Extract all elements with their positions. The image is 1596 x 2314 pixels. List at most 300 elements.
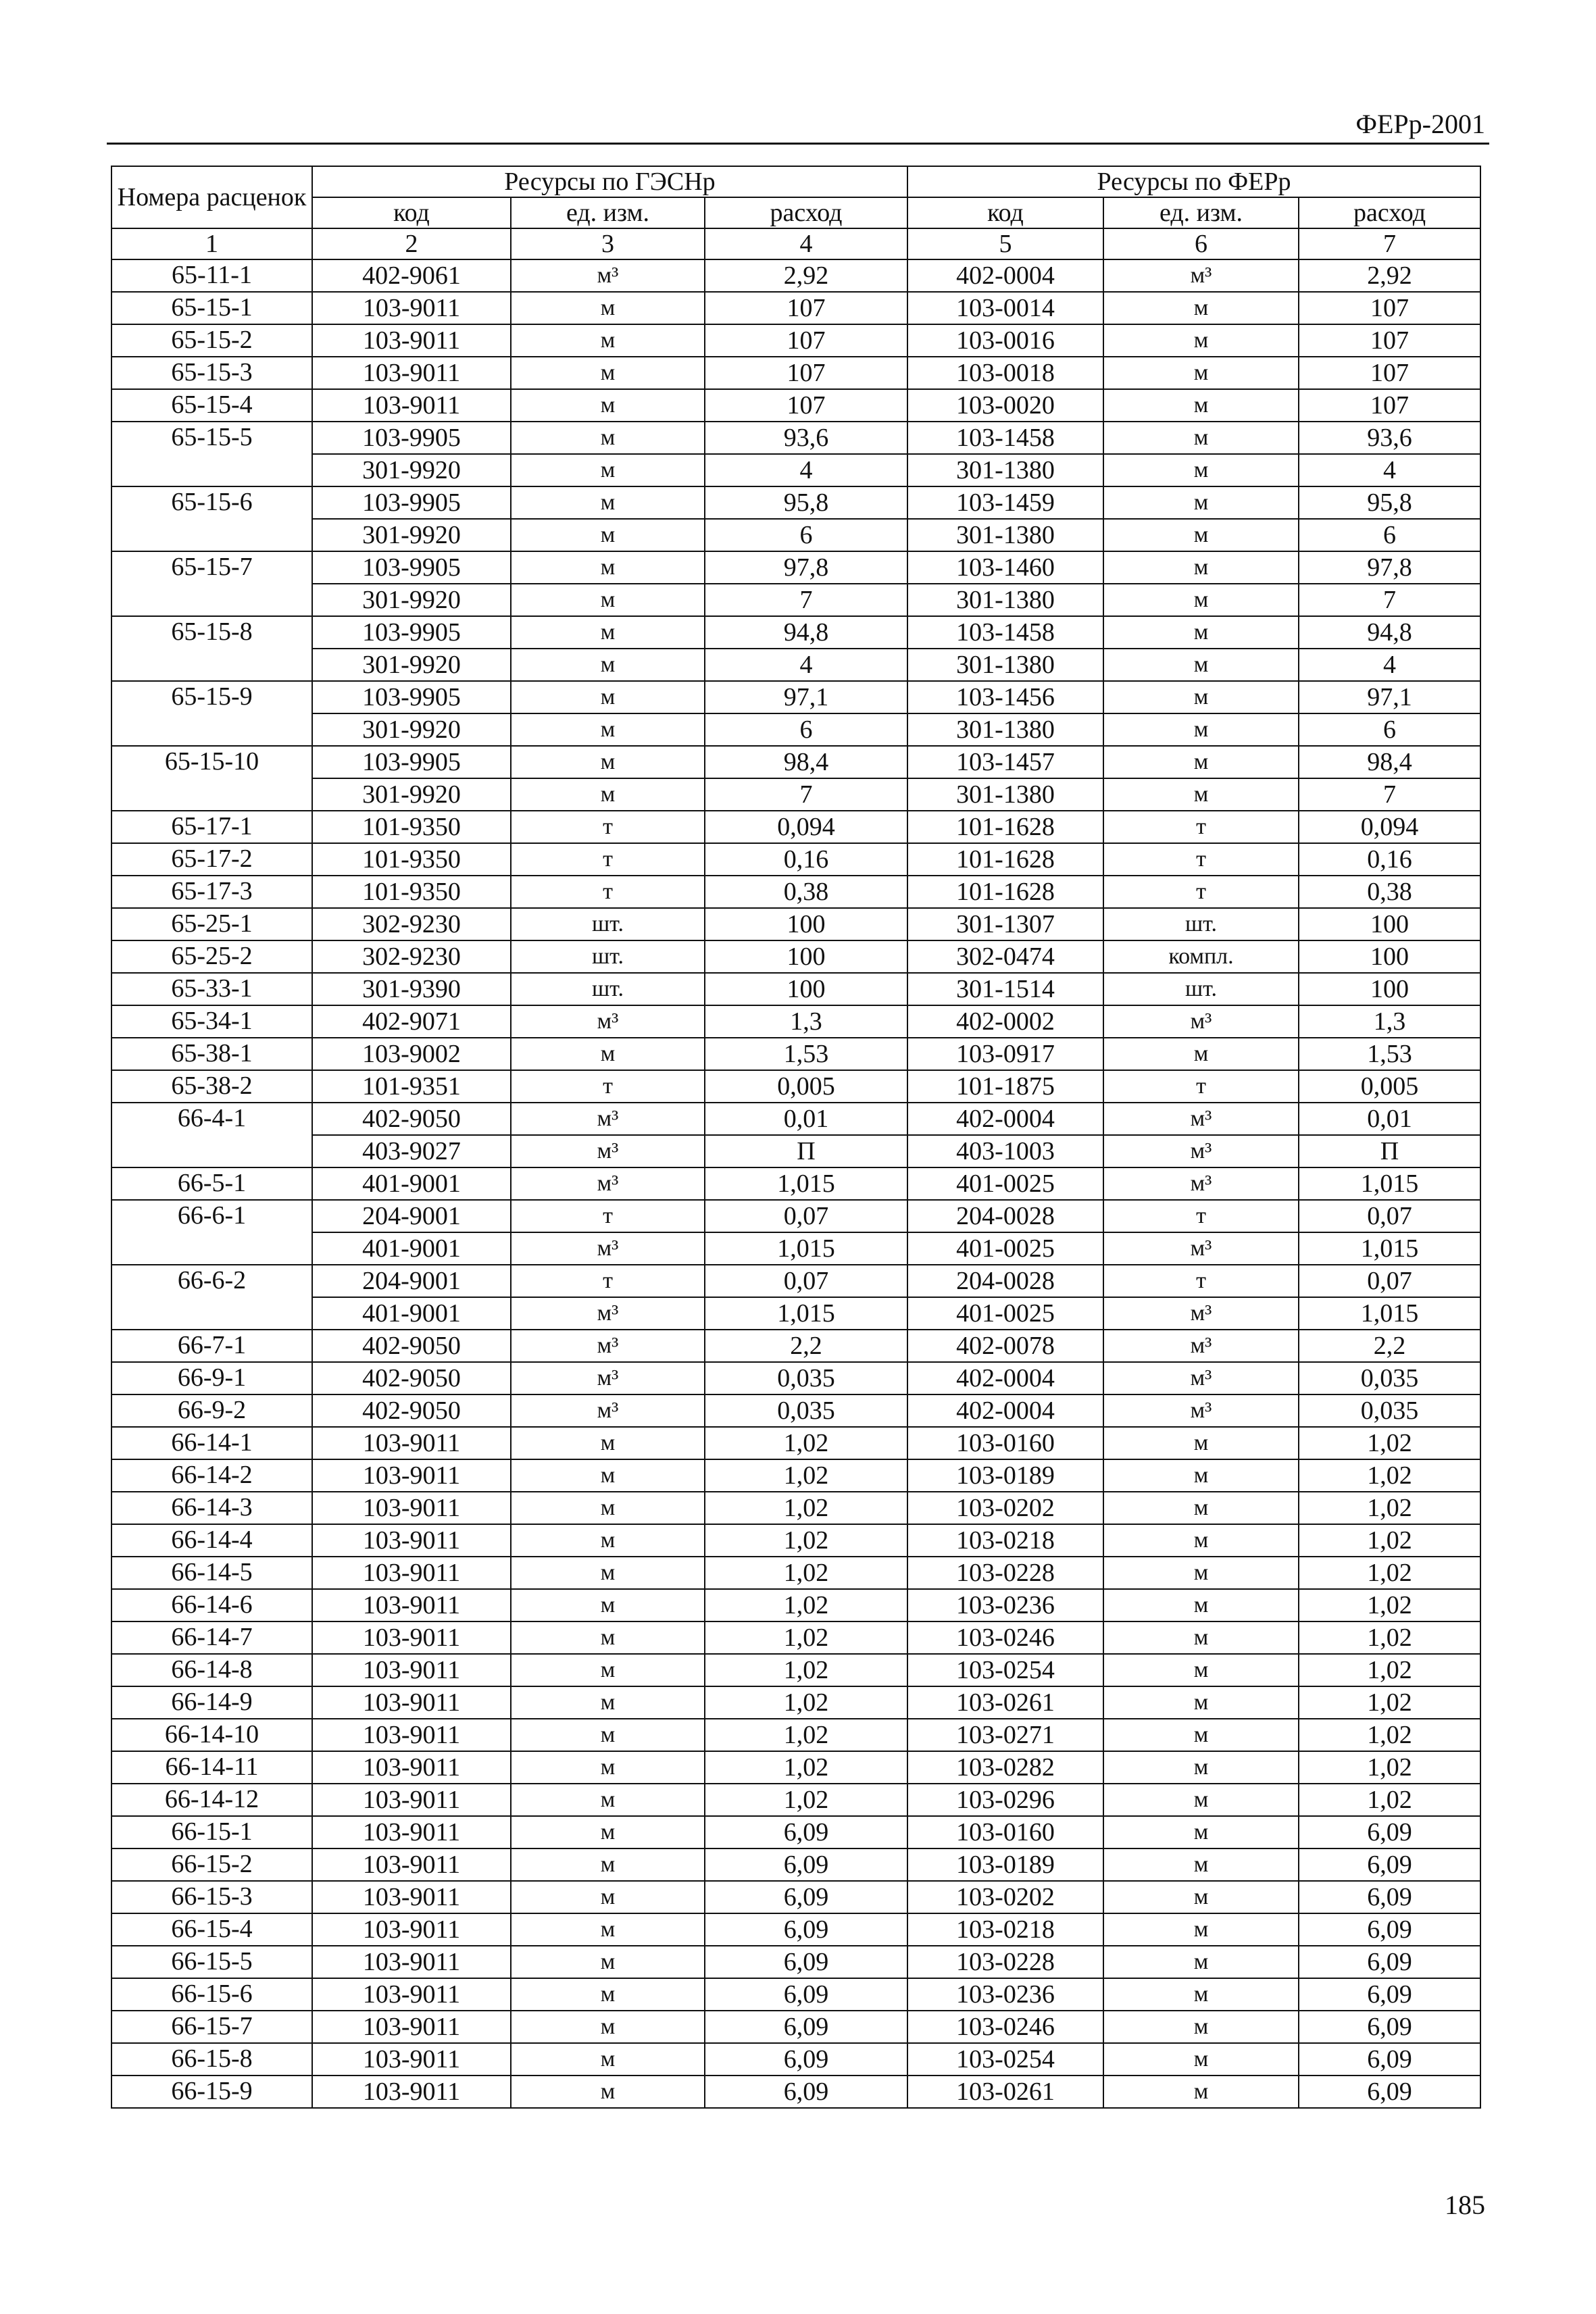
gesn-code-cell: 103-9011: [312, 1719, 511, 1751]
fer-code-cell: 103-0246: [907, 1621, 1103, 1654]
gesn-consumption-cell: 98,4: [705, 746, 907, 778]
fer-consumption-cell: 107: [1299, 292, 1480, 324]
fer-consumption-cell: 6: [1299, 713, 1480, 746]
gesn-consumption-cell: 7: [705, 778, 907, 811]
fer-consumption-cell: 1,015: [1299, 1167, 1480, 1200]
gesn-consumption-cell: 107: [705, 324, 907, 357]
gesn-unit-cell: м: [511, 778, 705, 811]
rate-number-cell: 65-15-9: [111, 681, 312, 746]
rate-number-cell: 65-33-1: [111, 973, 312, 1005]
table-row: [111, 1103, 1480, 1135]
gesn-code-cell: 402-9071: [312, 1005, 511, 1038]
fer-unit-cell: м: [1103, 1427, 1299, 1459]
header-rule: [107, 143, 1489, 145]
fer-consumption-cell: 6,09: [1299, 1913, 1480, 1946]
fer-code-cell: 103-0018: [907, 357, 1103, 389]
table-row: [111, 1070, 1480, 1103]
fer-unit-cell: м: [1103, 454, 1299, 486]
table-row: [111, 2043, 1480, 2076]
fer-consumption-cell: 2,92: [1299, 259, 1480, 292]
rate-number-cell: 66-15-7: [111, 2011, 312, 2043]
column-number: 2: [312, 228, 511, 259]
fer-code-cell: 103-0160: [907, 1427, 1103, 1459]
fer-unit-cell: м: [1103, 1589, 1299, 1621]
fer-unit-cell: м: [1103, 1621, 1299, 1654]
rate-number-cell: 66-9-1: [111, 1362, 312, 1394]
gesn-unit-cell: м: [511, 1492, 705, 1524]
gesn-unit-cell: м: [511, 389, 705, 422]
gesn-unit-cell: м: [511, 1784, 705, 1816]
fer-unit-cell: т: [1103, 811, 1299, 843]
gesn-code-cell: 103-9011: [312, 389, 511, 422]
gesn-unit-cell: м: [511, 1816, 705, 1848]
rate-number-cell: 66-6-1: [111, 1200, 312, 1265]
fer-consumption-cell: 95,8: [1299, 486, 1480, 519]
rate-number-cell: 66-15-1: [111, 1816, 312, 1848]
fer-unit-cell: м: [1103, 1881, 1299, 1913]
fer-unit-cell: компл.: [1103, 940, 1299, 973]
gesn-unit-cell: м: [511, 2043, 705, 2076]
fer-code-cell: 103-1459: [907, 486, 1103, 519]
rate-number-cell: 66-15-6: [111, 1978, 312, 2011]
fer-code-cell: 103-1457: [907, 746, 1103, 778]
fer-unit-cell: м: [1103, 1524, 1299, 1557]
fer-consumption-cell: 1,02: [1299, 1589, 1480, 1621]
fer-code-cell: 103-0016: [907, 324, 1103, 357]
gesn-code-cell: 103-9905: [312, 422, 511, 454]
table-row: [111, 1459, 1480, 1492]
fer-code-cell: 402-0004: [907, 1362, 1103, 1394]
rate-number-cell: 66-14-9: [111, 1686, 312, 1719]
table-row: [111, 584, 1480, 616]
gesn-consumption-cell: 1,02: [705, 1589, 907, 1621]
fer-consumption-cell: 6,09: [1299, 1816, 1480, 1848]
gesn-code-cell: 103-9905: [312, 486, 511, 519]
table-row: [111, 1394, 1480, 1427]
gesn-unit-cell: м: [511, 486, 705, 519]
fer-code-cell: 103-1460: [907, 551, 1103, 584]
rate-number-cell: 66-14-7: [111, 1621, 312, 1654]
gesn-code-cell: 103-9011: [312, 1459, 511, 1492]
gesn-code-cell: 302-9230: [312, 940, 511, 973]
column-number: 5: [907, 228, 1103, 259]
rate-number-cell: 66-7-1: [111, 1330, 312, 1362]
table-row: [111, 1621, 1480, 1654]
gesn-consumption-cell: 100: [705, 908, 907, 940]
gesn-unit-cell: м³: [511, 1362, 705, 1394]
rate-number-cell: 66-14-10: [111, 1719, 312, 1751]
fer-consumption-cell: 1,02: [1299, 1686, 1480, 1719]
table-row: [111, 1330, 1480, 1362]
header-gesn-consumption: расход: [705, 197, 907, 228]
gesn-unit-cell: м: [511, 2011, 705, 2043]
fer-unit-cell: шт.: [1103, 973, 1299, 1005]
table-row: [111, 940, 1480, 973]
gesn-code-cell: 401-9001: [312, 1297, 511, 1330]
table-row: [111, 1751, 1480, 1784]
fer-code-cell: 103-1458: [907, 422, 1103, 454]
gesn-code-cell: 204-9001: [312, 1200, 511, 1232]
gesn-code-cell: 103-9011: [312, 2076, 511, 2108]
table-row: [111, 422, 1480, 454]
gesn-consumption-cell: 100: [705, 940, 907, 973]
gesn-code-cell: 403-9027: [312, 1135, 511, 1167]
gesn-code-cell: 103-9011: [312, 1524, 511, 1557]
gesn-consumption-cell: 1,3: [705, 1005, 907, 1038]
gesn-unit-cell: м: [511, 616, 705, 649]
table-row: [111, 1005, 1480, 1038]
table-row: [111, 681, 1480, 713]
gesn-unit-cell: м: [511, 454, 705, 486]
rate-number-cell: 66-14-1: [111, 1427, 312, 1459]
fer-code-cell: 103-0261: [907, 1686, 1103, 1719]
fer-code-cell: 101-1875: [907, 1070, 1103, 1103]
header-fer-code: код: [907, 197, 1103, 228]
fer-code-cell: 403-1003: [907, 1135, 1103, 1167]
gesn-unit-cell: м³: [511, 1330, 705, 1362]
table-row: [111, 454, 1480, 486]
gesn-consumption-cell: 6,09: [705, 2076, 907, 2108]
rate-number-cell: 65-15-7: [111, 551, 312, 616]
fer-code-cell: 103-0261: [907, 2076, 1103, 2108]
rate-number-cell: 66-9-2: [111, 1394, 312, 1427]
fer-consumption-cell: 2,2: [1299, 1330, 1480, 1362]
gesn-consumption-cell: 6,09: [705, 1881, 907, 1913]
fer-code-cell: 103-0236: [907, 1978, 1103, 2011]
fer-unit-cell: м: [1103, 1913, 1299, 1946]
gesn-consumption-cell: 1,02: [705, 1686, 907, 1719]
fer-consumption-cell: 0,005: [1299, 1070, 1480, 1103]
fer-consumption-cell: 1,02: [1299, 1459, 1480, 1492]
table-row: [111, 292, 1480, 324]
table-row: [111, 746, 1480, 778]
gesn-code-cell: 101-9350: [312, 811, 511, 843]
fer-consumption-cell: 1,02: [1299, 1621, 1480, 1654]
gesn-code-cell: 103-9905: [312, 616, 511, 649]
fer-consumption-cell: 93,6: [1299, 422, 1480, 454]
gesn-consumption-cell: 1,02: [705, 1751, 907, 1784]
fer-consumption-cell: 107: [1299, 357, 1480, 389]
resources-table: [111, 166, 1481, 2109]
rate-number-cell: 66-15-9: [111, 2076, 312, 2108]
gesn-unit-cell: м: [511, 1427, 705, 1459]
gesn-unit-cell: м³: [511, 1394, 705, 1427]
gesn-code-cell: 103-9011: [312, 1784, 511, 1816]
table-row: [111, 1200, 1480, 1232]
rate-number-cell: 66-15-3: [111, 1881, 312, 1913]
gesn-code-cell: 301-9920: [312, 454, 511, 486]
fer-unit-cell: м³: [1103, 1103, 1299, 1135]
table-row: [111, 811, 1480, 843]
gesn-consumption-cell: 1,015: [705, 1297, 907, 1330]
gesn-unit-cell: м: [511, 1459, 705, 1492]
gesn-consumption-cell: 0,38: [705, 876, 907, 908]
fer-code-cell: 301-1307: [907, 908, 1103, 940]
fer-code-cell: 204-0028: [907, 1200, 1103, 1232]
header-rate-numbers: Номера расценок: [111, 166, 312, 228]
gesn-unit-cell: м: [511, 292, 705, 324]
gesn-unit-cell: м: [511, 422, 705, 454]
rate-number-cell: 65-17-2: [111, 843, 312, 876]
gesn-consumption-cell: 94,8: [705, 616, 907, 649]
gesn-consumption-cell: 6,09: [705, 1978, 907, 2011]
fer-code-cell: 103-1456: [907, 681, 1103, 713]
fer-code-cell: 401-0025: [907, 1232, 1103, 1265]
fer-code-cell: 402-0002: [907, 1005, 1103, 1038]
gesn-consumption-cell: 0,005: [705, 1070, 907, 1103]
fer-consumption-cell: 0,035: [1299, 1362, 1480, 1394]
gesn-unit-cell: шт.: [511, 973, 705, 1005]
gesn-consumption-cell: 6,09: [705, 1946, 907, 1978]
gesn-code-cell: 103-9011: [312, 1946, 511, 1978]
rate-number-cell: 65-15-10: [111, 746, 312, 811]
fer-code-cell: 103-0218: [907, 1524, 1103, 1557]
gesn-unit-cell: м: [511, 357, 705, 389]
fer-unit-cell: м: [1103, 616, 1299, 649]
rate-number-cell: 65-11-1: [111, 259, 312, 292]
fer-consumption-cell: 1,02: [1299, 1654, 1480, 1686]
gesn-unit-cell: м: [511, 681, 705, 713]
table-row: [111, 1265, 1480, 1297]
fer-unit-cell: м³: [1103, 259, 1299, 292]
fer-unit-cell: т: [1103, 1200, 1299, 1232]
table-row: [111, 2076, 1480, 2108]
fer-unit-cell: м³: [1103, 1362, 1299, 1394]
gesn-code-cell: 402-9050: [312, 1394, 511, 1427]
table-row: [111, 1946, 1480, 1978]
gesn-code-cell: 103-9905: [312, 551, 511, 584]
header-gesn-code: код: [312, 197, 511, 228]
fer-code-cell: 402-0078: [907, 1330, 1103, 1362]
fer-unit-cell: м: [1103, 778, 1299, 811]
gesn-unit-cell: шт.: [511, 908, 705, 940]
fer-code-cell: 103-0228: [907, 1557, 1103, 1589]
fer-consumption-cell: 6,09: [1299, 2043, 1480, 2076]
gesn-unit-cell: м³: [511, 259, 705, 292]
gesn-code-cell: 204-9001: [312, 1265, 511, 1297]
gesn-consumption-cell: 4: [705, 454, 907, 486]
fer-code-cell: 301-1514: [907, 973, 1103, 1005]
rate-number-cell: 65-15-8: [111, 616, 312, 681]
gesn-code-cell: 402-9050: [312, 1103, 511, 1135]
gesn-consumption-cell: 107: [705, 357, 907, 389]
gesn-consumption-cell: 97,8: [705, 551, 907, 584]
fer-unit-cell: м: [1103, 1946, 1299, 1978]
fer-unit-cell: м: [1103, 292, 1299, 324]
gesn-code-cell: 401-9001: [312, 1167, 511, 1200]
fer-unit-cell: м: [1103, 519, 1299, 551]
gesn-consumption-cell: 1,02: [705, 1524, 907, 1557]
gesn-unit-cell: м: [511, 519, 705, 551]
gesn-code-cell: 103-9905: [312, 746, 511, 778]
gesn-consumption-cell: 6,09: [705, 1913, 907, 1946]
fer-consumption-cell: 7: [1299, 778, 1480, 811]
gesn-unit-cell: м³: [511, 1103, 705, 1135]
rate-number-cell: 66-5-1: [111, 1167, 312, 1200]
gesn-unit-cell: м: [511, 649, 705, 681]
fer-consumption-cell: 6,09: [1299, 1881, 1480, 1913]
gesn-unit-cell: м: [511, 1881, 705, 1913]
fer-consumption-cell: 0,16: [1299, 843, 1480, 876]
rate-number-cell: 66-14-11: [111, 1751, 312, 1784]
fer-code-cell: 301-1380: [907, 778, 1103, 811]
rate-number-cell: 65-15-4: [111, 389, 312, 422]
fer-code-cell: 103-0189: [907, 1459, 1103, 1492]
fer-unit-cell: м: [1103, 324, 1299, 357]
table-row: [111, 324, 1480, 357]
fer-consumption-cell: 6,09: [1299, 1848, 1480, 1881]
gesn-unit-cell: м: [511, 1654, 705, 1686]
gesn-unit-cell: м: [511, 1524, 705, 1557]
header-group-gesn: Ресурсы по ГЭСНр: [312, 166, 907, 197]
gesn-unit-cell: м: [511, 1038, 705, 1070]
gesn-unit-cell: шт.: [511, 940, 705, 973]
fer-code-cell: 301-1380: [907, 584, 1103, 616]
gesn-code-cell: 103-9011: [312, 1589, 511, 1621]
rate-number-cell: 66-14-5: [111, 1557, 312, 1589]
table-row: [111, 1589, 1480, 1621]
gesn-code-cell: 301-9390: [312, 973, 511, 1005]
fer-consumption-cell: 100: [1299, 940, 1480, 973]
fer-unit-cell: м: [1103, 551, 1299, 584]
table-body: [111, 259, 1480, 2108]
table-row: [111, 1297, 1480, 1330]
gesn-unit-cell: т: [511, 1070, 705, 1103]
fer-code-cell: 204-0028: [907, 1265, 1103, 1297]
fer-code-cell: 401-0025: [907, 1167, 1103, 1200]
gesn-consumption-cell: 93,6: [705, 422, 907, 454]
gesn-consumption-cell: 7: [705, 584, 907, 616]
fer-consumption-cell: 6,09: [1299, 1946, 1480, 1978]
rate-number-cell: 66-14-3: [111, 1492, 312, 1524]
rate-number-cell: 66-14-6: [111, 1589, 312, 1621]
table-row: [111, 259, 1480, 292]
fer-consumption-cell: 0,094: [1299, 811, 1480, 843]
table-row: [111, 519, 1480, 551]
fer-code-cell: 103-0218: [907, 1913, 1103, 1946]
gesn-unit-cell: м³: [511, 1167, 705, 1200]
fer-unit-cell: м: [1103, 1719, 1299, 1751]
gesn-unit-cell: т: [511, 811, 705, 843]
rate-number-cell: 65-38-2: [111, 1070, 312, 1103]
rate-number-cell: 66-6-2: [111, 1265, 312, 1330]
table-row: [111, 1719, 1480, 1751]
gesn-code-cell: 103-9011: [312, 324, 511, 357]
rate-number-cell: 65-15-3: [111, 357, 312, 389]
fer-code-cell: 101-1628: [907, 811, 1103, 843]
rate-number-cell: 66-15-4: [111, 1913, 312, 1946]
gesn-code-cell: 103-9011: [312, 1654, 511, 1686]
fer-code-cell: 301-1380: [907, 713, 1103, 746]
gesn-code-cell: 103-9011: [312, 2043, 511, 2076]
gesn-unit-cell: т: [511, 1200, 705, 1232]
fer-unit-cell: м: [1103, 1751, 1299, 1784]
fer-consumption-cell: 94,8: [1299, 616, 1480, 649]
gesn-consumption-cell: 1,02: [705, 1492, 907, 1524]
gesn-consumption-cell: 1,015: [705, 1232, 907, 1265]
gesn-unit-cell: т: [511, 876, 705, 908]
gesn-unit-cell: м: [511, 1686, 705, 1719]
fer-consumption-cell: 1,02: [1299, 1784, 1480, 1816]
fer-code-cell: 301-1380: [907, 519, 1103, 551]
fer-code-cell: 103-0160: [907, 1816, 1103, 1848]
rate-number-cell: 65-17-3: [111, 876, 312, 908]
fer-unit-cell: м: [1103, 746, 1299, 778]
fer-code-cell: 103-0917: [907, 1038, 1103, 1070]
fer-consumption-cell: 1,02: [1299, 1524, 1480, 1557]
gesn-consumption-cell: 97,1: [705, 681, 907, 713]
rate-number-cell: 66-14-4: [111, 1524, 312, 1557]
fer-consumption-cell: 6,09: [1299, 2076, 1480, 2108]
table-row: [111, 908, 1480, 940]
rate-number-cell: 66-14-2: [111, 1459, 312, 1492]
gesn-unit-cell: м: [511, 2076, 705, 2108]
gesn-consumption-cell: 95,8: [705, 486, 907, 519]
gesn-unit-cell: м: [511, 324, 705, 357]
gesn-consumption-cell: 6,09: [705, 2011, 907, 2043]
fer-code-cell: 101-1628: [907, 876, 1103, 908]
fer-consumption-cell: 1,02: [1299, 1719, 1480, 1751]
table-row: [111, 551, 1480, 584]
table-row: [111, 1848, 1480, 1881]
gesn-unit-cell: м: [511, 584, 705, 616]
table-row: [111, 486, 1480, 519]
fer-unit-cell: м: [1103, 486, 1299, 519]
table-row: [111, 713, 1480, 746]
fer-consumption-cell: 0,07: [1299, 1265, 1480, 1297]
gesn-consumption-cell: 4: [705, 649, 907, 681]
gesn-unit-cell: м: [511, 1621, 705, 1654]
gesn-unit-cell: м: [511, 1913, 705, 1946]
fer-consumption-cell: 6,09: [1299, 1978, 1480, 2011]
table-header: [111, 166, 1480, 259]
fer-code-cell: 103-0014: [907, 292, 1103, 324]
gesn-unit-cell: т: [511, 1265, 705, 1297]
table-row: [111, 1881, 1480, 1913]
gesn-consumption-cell: 6: [705, 713, 907, 746]
gesn-code-cell: 401-9001: [312, 1232, 511, 1265]
table-row: [111, 1913, 1480, 1946]
gesn-unit-cell: м: [511, 746, 705, 778]
gesn-code-cell: 301-9920: [312, 584, 511, 616]
gesn-consumption-cell: 0,16: [705, 843, 907, 876]
fer-code-cell: 103-0202: [907, 1881, 1103, 1913]
fer-unit-cell: т: [1103, 1265, 1299, 1297]
fer-code-cell: 302-0474: [907, 940, 1103, 973]
gesn-consumption-cell: 1,02: [705, 1784, 907, 1816]
gesn-code-cell: 301-9920: [312, 713, 511, 746]
gesn-code-cell: 301-9920: [312, 778, 511, 811]
fer-code-cell: 103-0020: [907, 389, 1103, 422]
gesn-unit-cell: м: [511, 1946, 705, 1978]
table-row: [111, 1784, 1480, 1816]
fer-unit-cell: м: [1103, 357, 1299, 389]
fer-code-cell: 301-1380: [907, 649, 1103, 681]
fer-consumption-cell: 100: [1299, 973, 1480, 1005]
fer-code-cell: 301-1380: [907, 454, 1103, 486]
fer-unit-cell: м: [1103, 1978, 1299, 2011]
gesn-consumption-cell: 0,094: [705, 811, 907, 843]
fer-code-cell: 401-0025: [907, 1297, 1103, 1330]
fer-code-cell: 103-0271: [907, 1719, 1103, 1751]
header-fer-consumption: расход: [1299, 197, 1480, 228]
fer-unit-cell: м³: [1103, 1005, 1299, 1038]
fer-consumption-cell: 97,8: [1299, 551, 1480, 584]
gesn-consumption-cell: 1,02: [705, 1557, 907, 1589]
gesn-consumption-cell: 2,92: [705, 259, 907, 292]
gesn-unit-cell: м: [511, 1978, 705, 2011]
fer-unit-cell: м: [1103, 2076, 1299, 2108]
